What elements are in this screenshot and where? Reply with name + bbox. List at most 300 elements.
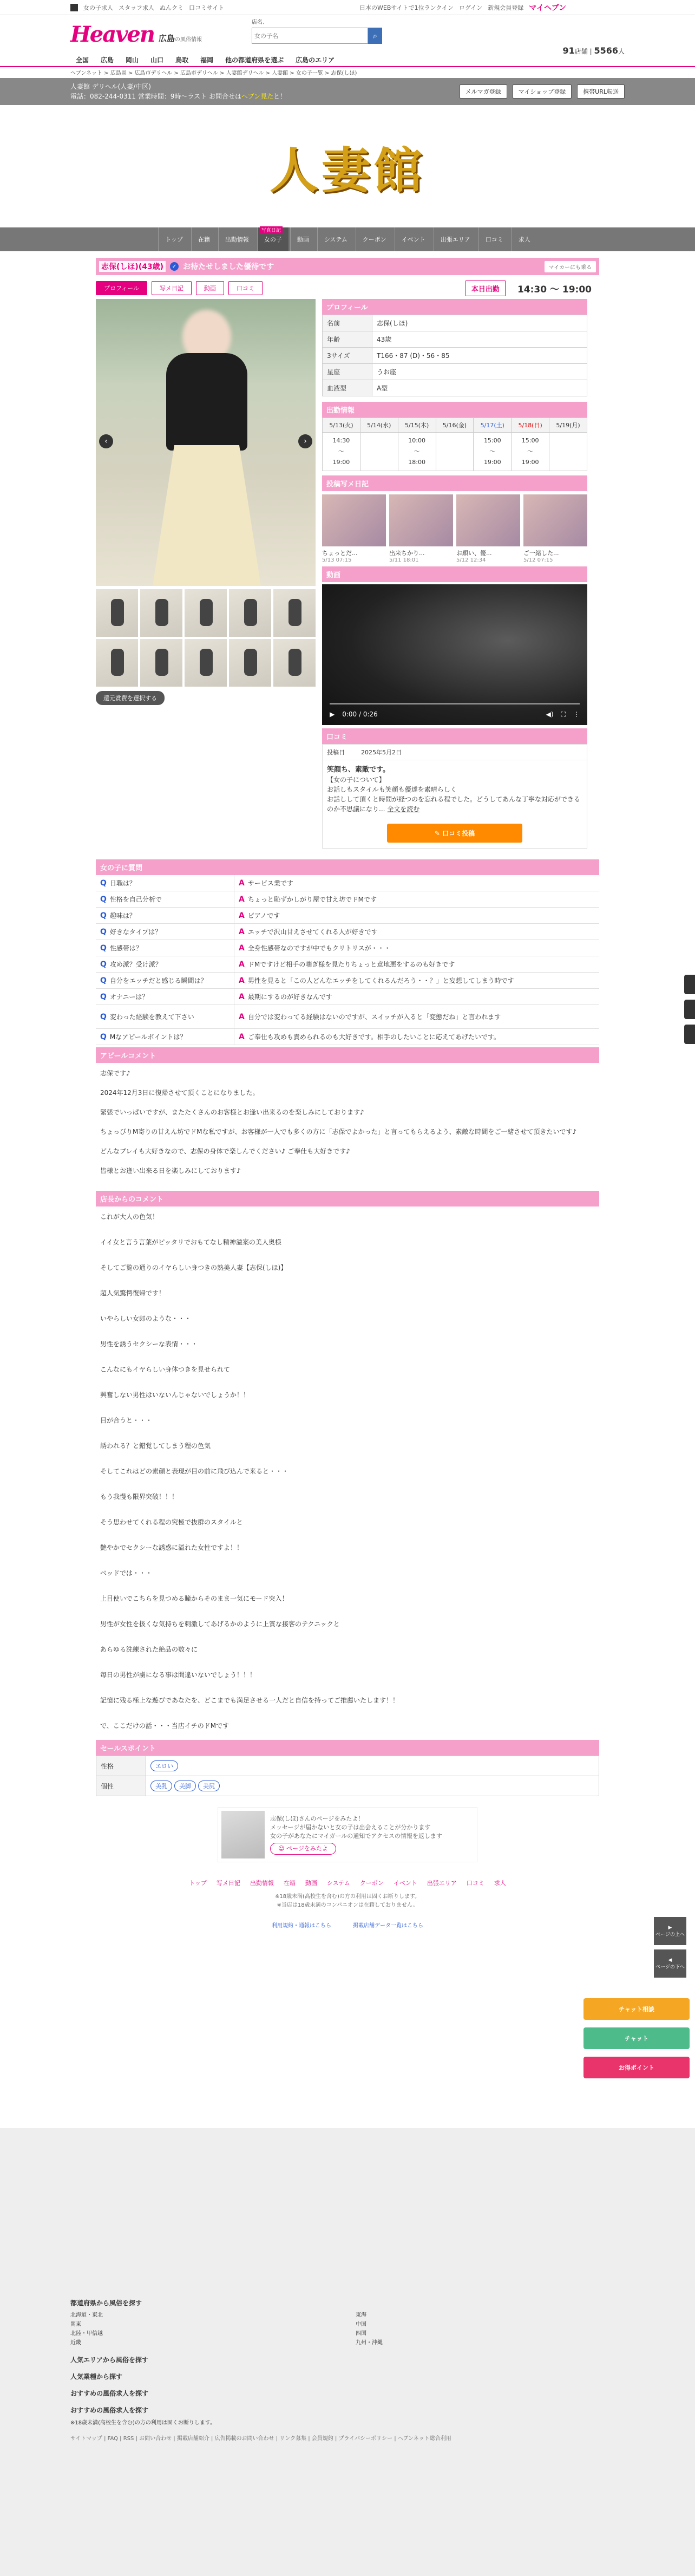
- video-time: 0:00 / 0:26: [342, 710, 378, 718]
- gnav-other-pref[interactable]: 他の都道府県を選ぶ: [225, 56, 284, 64]
- qa-question: 好きなタイプは？: [109, 928, 162, 936]
- appeal-text: 2024年12月3日に復帰させて頂くことになりました。: [100, 1089, 259, 1097]
- grid-icon[interactable]: [70, 4, 78, 11]
- main-photo[interactable]: [96, 299, 316, 586]
- area-sub: の風俗情報: [174, 36, 202, 43]
- next-arrow-icon[interactable]: ›: [298, 434, 312, 448]
- appeal-text: どんなプレイも大好きなので、志保の身体で楽しんでください♪ ご奉仕も大好きです♪: [100, 1147, 350, 1155]
- gnav-fukuoka[interactable]: 福岡: [200, 56, 214, 64]
- gnav-zenkoku[interactable]: 全国: [76, 56, 89, 64]
- snav-zaiseki[interactable]: 在籍: [191, 227, 217, 251]
- slot-sep: 〜: [414, 448, 420, 455]
- side-icon[interactable]: [684, 975, 695, 994]
- slot-start: 15:00: [483, 437, 501, 444]
- table-row: [323, 331, 587, 348]
- staff-text: 上目使いでこちらを見つめる瞳からそのまま一気にモード突入！: [100, 1595, 289, 1602]
- kuchikomi-body2: [327, 794, 582, 814]
- staff-text: こんなにもイヤらしい身体つきを見せられて: [100, 1366, 231, 1373]
- appeal-text: ちょっぴりM寄りの甘えん坊でドMな私ですが、お客様が一人でも多くの方に「志保でよかった」と言ってもらえるよう、素敵な時間をご一緒させて頂きたいです♪: [100, 1128, 577, 1136]
- kuchikomi-sub: 【女の子について】: [327, 776, 385, 784]
- qa-row: Q 自分をエッチだと感じる瞬間は？ A 男性を見ると「この人どんなエッチをしてくれるんだろう・・？」と妄想してしまう時です: [96, 973, 599, 989]
- search-button[interactable]: [368, 28, 382, 44]
- slot-sep: 〜: [338, 448, 344, 455]
- footnote-1: ※18歳未満(高校生を含む)の方の利用は固くお断りします。: [274, 1894, 421, 1900]
- staff-text: ベッドでは・・・: [100, 1569, 153, 1577]
- shop-count: 91: [562, 45, 575, 56]
- diary-title: 出来ちかり...: [389, 550, 425, 557]
- appeal-header: アピールコメント: [96, 1047, 599, 1063]
- snav-girls[interactable]: [257, 227, 289, 251]
- footer-heading: 都道府県から風俗を探す: [70, 2299, 142, 2307]
- diary-title: お願い、優...: [456, 550, 492, 557]
- appeal-section: [96, 1047, 599, 1191]
- tokuten-button[interactable]: お得ポイント: [583, 2057, 690, 2078]
- mita-button[interactable]: ☺ ページをみたよ: [270, 1843, 336, 1855]
- schedule-slot: [512, 433, 549, 471]
- kuchikomi-body: お話しもスタイルも笑顔も優達を素晴らしく: [327, 786, 457, 793]
- footnav-link[interactable]: システム: [326, 1880, 350, 1887]
- qa-question: Mなアピールポイントは？: [109, 1033, 187, 1041]
- site-header: [0, 15, 695, 56]
- schedule-day: 5/15(木): [398, 418, 436, 433]
- mita-sub: メッセージが届かないと女の子は出会えることが分かります: [270, 1824, 431, 1831]
- kuchikomi-date-label: 投稿日: [327, 749, 345, 756]
- mita-sub2: 女の子があなたにマイガールの通知でアクセスの情報を返します: [270, 1832, 442, 1840]
- diary-date: 5/12 12:34: [456, 557, 486, 563]
- footer-shop-nav: [96, 1879, 599, 1887]
- shop-phone-text: 電話：082-244-0311 営業時間：9時～ラスト: [70, 93, 207, 100]
- diary-image: [322, 494, 386, 546]
- side-icon[interactable]: [684, 1000, 695, 1019]
- link-kuchikomi-site[interactable]: 口コミサイト: [189, 4, 225, 11]
- gnav-tottori[interactable]: 鳥取: [175, 56, 189, 64]
- gnav-yamaguchi[interactable]: 山口: [150, 56, 164, 64]
- profile-key: 3サイズ: [323, 348, 372, 364]
- snav-badge: 写真日記: [260, 226, 283, 233]
- qa-row: Q 趣味は？ A ピアノです: [96, 908, 599, 924]
- shop-note: お問合せは: [208, 93, 241, 100]
- diary-date: 5/12 07:15: [523, 557, 553, 563]
- prev-arrow-icon[interactable]: ‹: [99, 434, 113, 448]
- kuchikomi-title: 笑顔ち、素敵です。: [327, 766, 390, 774]
- qa-question: 攻め派？受け派？: [109, 961, 162, 968]
- slot-end: 19:00: [483, 459, 501, 466]
- sales-section: [96, 1740, 599, 1796]
- qa-row: Q オナニーは？ A 最期にするのが好きなんです: [96, 989, 599, 1005]
- qa-header: 女の子に質問: [96, 859, 599, 875]
- kuchikomi-header: 口コミ: [322, 728, 587, 744]
- diary-card[interactable]: [523, 494, 587, 563]
- appeal-text: 皆様とお逢い出来る日を楽しみにしております♪: [100, 1167, 241, 1175]
- snav-area[interactable]: 出張エリア: [434, 227, 477, 251]
- heaven-logo[interactable]: Heaven: [70, 21, 154, 47]
- search-input[interactable]: [252, 28, 368, 44]
- staff-text: 艶やかでセクシーな誘惑に溢れた女性ですよ！！: [100, 1544, 244, 1551]
- tab-kuchikomi[interactable]: 口コミ: [228, 281, 263, 295]
- footer-links: [96, 1921, 599, 1929]
- region-link[interactable]: 北海道・東北: [70, 2312, 103, 2318]
- footnav-link[interactable]: 出勤情報: [250, 1880, 274, 1887]
- profile-key: 年齢: [323, 331, 372, 348]
- sales-key: 個性: [96, 1776, 146, 1796]
- diary-list: [322, 491, 587, 566]
- profile-value: うお座: [372, 364, 587, 380]
- slot-start: 10:00: [408, 437, 425, 444]
- tab-diary[interactable]: 写メ日記: [152, 281, 192, 295]
- girl-name-text: 志保(しほ): [101, 263, 139, 271]
- staff-text: いやらしい女郎のような・・・: [100, 1315, 192, 1322]
- side-icon[interactable]: [684, 1025, 695, 1044]
- slot-end: 19:00: [332, 459, 350, 466]
- region-link[interactable]: 四国: [356, 2331, 366, 2337]
- footnav-link[interactable]: 在籍: [283, 1880, 296, 1887]
- sales-tag[interactable]: 美尻: [198, 1781, 220, 1791]
- qa-answer: ピアノです: [247, 912, 280, 919]
- schedule-day: 5/17(土): [474, 418, 512, 433]
- site-footer: [0, 2128, 695, 2576]
- search-box: [252, 17, 382, 44]
- region-link[interactable]: 近畿: [70, 2340, 81, 2346]
- schedule-slot: [398, 433, 436, 471]
- tab-profile[interactable]: プロフィール: [96, 281, 147, 295]
- profile-table: [322, 315, 587, 396]
- girl-message: お待たせしました優待です: [183, 263, 274, 271]
- verified-icon: ✓: [170, 262, 179, 271]
- kuchikomi-body2-text: お話しして頂くと時間が経つのを忘れる程でした。どうしてあんな丁寧な対応ができるのか不思議になり...: [327, 795, 581, 813]
- footer-note-text: ※18歳未満(高校生を含む)の方の利用は固くお断りします。: [70, 2420, 216, 2426]
- shop-banner: [0, 105, 695, 227]
- staff-text: そしてご覧の通りのイヤらしい身つきの熟美人妻【志保(しほ)】: [100, 1264, 287, 1271]
- photo-body: [166, 353, 247, 451]
- shop-phone: [70, 92, 286, 101]
- read-more-link[interactable]: 全文を読む: [387, 805, 420, 813]
- shop-name: 人妻館 デリヘル(人妻/中区): [70, 83, 151, 90]
- footnav-link[interactable]: 動画: [305, 1880, 317, 1887]
- schedule-slot: [436, 433, 474, 471]
- profile-value: 43歳: [372, 331, 587, 348]
- gnav-okayama[interactable]: 岡山: [126, 56, 139, 64]
- qa-answer: 最期にするのが好きなんです: [247, 993, 332, 1001]
- page-scroll-buttons: [654, 1917, 686, 1978]
- profile-key: 星座: [323, 364, 372, 380]
- qa-question: 自分をエッチだと感じる瞬間は？: [109, 977, 207, 984]
- mita-button-label: ページをみたよ: [286, 1845, 328, 1852]
- mita-box: [218, 1807, 477, 1862]
- diary-header: 投稿写メ日記: [322, 475, 587, 491]
- qa-answer: 男性を見ると「この人どんなエッチをしてくれるんだろう・・？」と妄想してしまう時です: [247, 977, 514, 984]
- kuchikomi-box: [322, 744, 587, 849]
- profile-key: 名前: [323, 315, 372, 331]
- thumbnail[interactable]: [229, 639, 271, 687]
- schedule-slot: [549, 433, 587, 471]
- qa-row: Q 好きなタイプは？ A エッチで沢山甘えさせてくれる人が好きです: [96, 924, 599, 940]
- footnav-link[interactable]: 写メ日記: [216, 1880, 240, 1887]
- staff-header: 店長からのコメント: [96, 1191, 599, 1207]
- qa-answer: ご奉仕も攻めも責められるのも大好きです。相手のしたいことに応えてあげたいです。: [247, 1033, 500, 1041]
- main-content: [96, 258, 599, 1929]
- shop-note-tail: と！: [273, 93, 287, 100]
- profile-value: A型: [372, 380, 587, 396]
- qa-question: 趣味は？: [109, 912, 136, 919]
- girl-unit: 人: [618, 48, 625, 55]
- diary-card[interactable]: [322, 494, 386, 563]
- thumbnail[interactable]: [273, 589, 316, 637]
- footer-heading: おすすめの風俗求人を探す: [70, 2390, 149, 2397]
- staff-text: 毎日の男性が虜になる事は間違いないでしょう！！！: [100, 1671, 257, 1679]
- table-row: [96, 1756, 599, 1776]
- diary-date: 5/11 18:01: [389, 557, 419, 563]
- play-icon[interactable]: ▶: [330, 710, 335, 718]
- qa-answer: ちょっと恥ずかしがり屋で甘え坊でドMです: [247, 896, 377, 903]
- qa-question: 性感帯は？: [109, 944, 142, 952]
- info-column: [322, 299, 587, 849]
- staff-text: 興奮しない男性はいないんじゃないでしょうか！！: [100, 1391, 250, 1399]
- profile-key: 血液型: [323, 380, 372, 396]
- login-link[interactable]: ログイン: [458, 4, 483, 11]
- footnote-2: ※当店は18歳未満のコンパニオンは在籍しておりません。: [277, 1902, 418, 1908]
- sales-tag[interactable]: 美乳: [150, 1781, 172, 1791]
- tab-video[interactable]: 動画: [196, 281, 224, 295]
- link-girl-recruit[interactable]: 女の子求人: [83, 4, 113, 11]
- diary-image: [389, 494, 453, 546]
- footer-copy[interactable]: サイトマップ | FAQ | RSS | お問い合わせ | 掲載店舗紹介 | 広告掲載のお問い合わせ | リンク募集 | 会員規約 | プライバシーポリシー | ヘブンネット総合利用: [70, 2436, 451, 2442]
- mita-text: 志保(しほ)さんのページをみたよ！: [270, 1815, 364, 1822]
- snav-schedule[interactable]: 出勤情報: [218, 227, 255, 251]
- staff-text: そしてこれはどの素顔と表現が目の前に飛び込んで来ると・・・: [100, 1468, 289, 1475]
- cover-button[interactable]: マイカーにも乗る: [545, 261, 596, 272]
- staff-text: で、ここだけの話・・・当店イチのドMです: [100, 1722, 230, 1730]
- link-nunkumi[interactable]: ぬんクミ: [160, 4, 183, 11]
- qa-answer: 自分では変わってる経験はないのですが、スイッチが入ると「変態だね」と言われます: [247, 1013, 501, 1021]
- qa-row: Q 性感帯は？ A 全身性感帯なのですが中でもクリトリスが・・・: [96, 940, 599, 956]
- slot-end: 19:00: [521, 459, 539, 466]
- up-arrow-icon: ▶: [668, 1925, 672, 1931]
- kuchikomi-button-label: 口コミ投稿: [442, 830, 475, 837]
- slot-start: 15:00: [521, 437, 539, 444]
- photo-column: [96, 299, 316, 849]
- snav-coupon[interactable]: クーポン: [356, 227, 393, 251]
- qa-row: Q 変わった経験を教えて下さい A 自分では変わってる経験はないのですが、スイッチが入ると「変態だね」と言われます: [96, 1005, 599, 1029]
- footnav-link[interactable]: トップ: [189, 1880, 207, 1887]
- footnav-link[interactable]: 口コミ: [466, 1880, 484, 1887]
- diary-date: 5/13 07:15: [322, 557, 352, 563]
- float-buttons: [583, 1998, 690, 2078]
- qa-question: 日職は？: [109, 879, 136, 887]
- diary-image: [523, 494, 587, 546]
- appeal-text: 志保です♪: [100, 1069, 130, 1077]
- chat-button[interactable]: チャット: [583, 2027, 690, 2049]
- qa-answer: 全身性感帯なのですが中でもクリトリスが・・・: [247, 944, 391, 952]
- area-name: 広島: [158, 33, 175, 43]
- sales-tag[interactable]: 美脚: [174, 1781, 196, 1791]
- profile-header: プロフィール: [322, 299, 587, 315]
- qa-row: Q 性格を自己分析で A ちょっと恥ずかしがり屋で甘え坊でドMです: [96, 891, 599, 908]
- profile-value: 志保(しほ): [372, 315, 587, 331]
- region-link[interactable]: 中国: [356, 2321, 366, 2327]
- girl-age: (43歳): [138, 263, 164, 271]
- appeal-text: 緊張でいっぱいですが、またたくさんのお客様とお逢い出来るのを楽しみにしております♪: [100, 1108, 364, 1116]
- shop-note-hi: ヘブン見た: [241, 93, 274, 100]
- kuchikomi-post-button[interactable]: ✎ 口コミ投稿: [387, 824, 522, 843]
- gnav-area[interactable]: 広島のエリア: [296, 56, 335, 64]
- diary-title: ご一緒した...: [523, 550, 559, 557]
- footer-note: [96, 1893, 599, 1910]
- video-player[interactable]: [322, 584, 587, 725]
- schedule-day: 5/18(日): [512, 418, 549, 433]
- girl-count: 5566: [594, 45, 618, 56]
- footer-heading: 人気業種から探す: [70, 2373, 123, 2381]
- staff-text: もう我慢も限界突破！！！: [100, 1493, 179, 1501]
- thumbnail[interactable]: [273, 639, 316, 687]
- staff-text: 目が合うと・・・: [100, 1417, 153, 1424]
- snav-system[interactable]: システム: [317, 227, 354, 251]
- girl-header: [96, 258, 599, 275]
- breadcrumb[interactable]: ヘブンネット > 広島県 > 広島市デリヘル > 広島市デリヘル > 人妻館デリヘル > 人妻館 > 女の子一覧 > 志保(しほ): [70, 70, 357, 76]
- thumbnail[interactable]: [185, 589, 227, 637]
- staff-text: これが大人の色気！: [100, 1213, 159, 1221]
- qa-question: 性格を自己分析で: [109, 896, 162, 903]
- snav-kuchikomi[interactable]: 口コミ: [478, 227, 510, 251]
- slot-sep: 〜: [489, 448, 496, 455]
- page-up-button[interactable]: [654, 1917, 686, 1945]
- kuchikomi-date: 2025年5月2日: [361, 749, 402, 756]
- link-staff-recruit[interactable]: スタッフ求人: [119, 4, 154, 11]
- slot-sep: 〜: [527, 448, 534, 455]
- qa-row: Q 攻め派？受け派？ A ドMですけど相手の喘ぎ様を見たりちょっと意地悪をするのも好きです: [96, 956, 599, 973]
- page-down-button[interactable]: [654, 1949, 686, 1978]
- footnav-link[interactable]: 求人: [494, 1880, 506, 1887]
- thumbnail[interactable]: [96, 639, 138, 687]
- fullscreen-icon[interactable]: ⛶: [561, 710, 566, 718]
- qa-answer: ドMですけど相手の喘ぎ様を見たりちょっと意地悪をするのも好きです: [247, 961, 455, 968]
- diary-title: ちょっとだ...: [322, 550, 358, 557]
- table-row: [323, 364, 587, 380]
- terms-link[interactable]: 利用規約・通報はこちら: [272, 1923, 331, 1929]
- sales-key: 性格: [96, 1756, 146, 1776]
- profile-value: T166・87 (D)・56・85: [372, 348, 587, 364]
- snav-top[interactable]: トップ: [158, 227, 189, 251]
- table-row: [323, 348, 587, 364]
- shop-data-link[interactable]: 掲載店舗データ一覧はこちら: [353, 1923, 423, 1929]
- schedule-day: 5/14(水): [360, 418, 398, 433]
- slot-end: 18:00: [408, 459, 425, 466]
- staff-text: イイ女と言う言葉がピッタリでおもてなし精神溢案の美人奥様: [100, 1238, 281, 1246]
- staff-text: 男性が女性を扱くな気持ちを刺激してあげるかのように上質な接客のテクニックと: [100, 1620, 340, 1628]
- profile-tabs: [96, 281, 599, 296]
- staff-text: 記憶に残る極上な遊びであなたを、どこまでも満足させる一人だと自信を持ってご推薦いたします！！: [100, 1697, 399, 1704]
- region-link[interactable]: 関東: [70, 2321, 81, 2327]
- table-row: [323, 315, 587, 331]
- slot-start: 14:30: [332, 437, 350, 444]
- area-title: [159, 32, 202, 44]
- staff-text: そう思わせてくれる程の究極で抜群のスタイルと: [100, 1518, 243, 1526]
- footer-heading: 人気エリアから風俗を探す: [70, 2356, 149, 2364]
- staff-text: 誘われる？と錯覚してしまう程の色気: [100, 1442, 211, 1450]
- gnav-hiroshima[interactable]: 広島: [101, 56, 114, 64]
- footnav-link[interactable]: 出張エリア: [427, 1880, 457, 1887]
- thumbnail[interactable]: [229, 589, 271, 637]
- schedule-day: 5/19(月): [549, 418, 587, 433]
- qa-question: オナニーは？: [109, 993, 149, 1001]
- chat-consult-button[interactable]: チャット相談: [583, 1998, 690, 2020]
- shop-unit: 店舗: [574, 48, 588, 55]
- qa-question: 変わった経験を教えて下さい: [109, 1013, 194, 1021]
- shop-logo[interactable]: 人妻館: [270, 142, 425, 199]
- today-badge: 本日出勤: [465, 281, 506, 296]
- region-link[interactable]: 九州・沖縄: [356, 2340, 383, 2346]
- mita-photo: [221, 1811, 265, 1858]
- side-icons: [684, 975, 695, 1044]
- register-link[interactable]: 新規会員登録: [488, 4, 524, 11]
- schedule-slot: [323, 433, 360, 471]
- table-row: [323, 380, 587, 396]
- page-up-label: ページの上へ: [655, 1932, 685, 1938]
- schedule-table: [322, 418, 587, 471]
- staff-section: [96, 1191, 599, 1740]
- mobile-url-button[interactable]: 携帯URL転送: [577, 84, 625, 99]
- schedule-day: 5/16(金): [436, 418, 474, 433]
- rank-text: 日本のWEBサイトで1位ランクイン: [359, 4, 454, 11]
- region-link[interactable]: 北陸・甲信越: [70, 2331, 103, 2337]
- thumbnail[interactable]: [185, 639, 227, 687]
- thumbnail[interactable]: [140, 589, 182, 637]
- shop-bar: [0, 78, 695, 105]
- region-link[interactable]: 東海: [356, 2312, 366, 2318]
- more-icon[interactable]: ⋮: [573, 710, 580, 718]
- sales-table: [96, 1756, 599, 1796]
- qa-row: Q 日職は？ A サービス業です: [96, 875, 599, 891]
- page-down-label: ページの下へ: [655, 1964, 685, 1970]
- qa-answer: サービス業です: [247, 879, 293, 887]
- search-icon: ⌕: [372, 31, 378, 41]
- schedule-header: 出勤情報: [322, 402, 587, 418]
- myheaven-link[interactable]: マイヘブン: [529, 3, 567, 12]
- diary-card[interactable]: [389, 494, 453, 563]
- diary-card[interactable]: [456, 494, 520, 563]
- snav-recruit[interactable]: 求人: [512, 227, 537, 251]
- table-row: [96, 1776, 599, 1796]
- snav-event[interactable]: イベント: [395, 227, 432, 251]
- girl-name: [99, 261, 166, 272]
- select-button[interactable]: 還元賞費を選択する: [96, 691, 165, 705]
- staff-text: 男性を誘うセクシーな表情・・・: [100, 1340, 198, 1348]
- search-label: 店名、: [252, 19, 268, 25]
- snav-girls-label: 女の子: [264, 236, 282, 243]
- snav-video[interactable]: 動画: [290, 227, 316, 251]
- mailmag-button[interactable]: メルマガ登録: [460, 84, 507, 99]
- myshop-button[interactable]: マイショップ登録: [513, 84, 572, 99]
- topbar: [0, 0, 695, 15]
- volume-icon[interactable]: ◀): [546, 710, 554, 718]
- footer-heading: おすすめの風俗求人を探す: [70, 2407, 149, 2414]
- staff-text: あらゆる洗練された絶品の数々に: [100, 1646, 198, 1653]
- thumbnail[interactable]: [96, 589, 138, 637]
- sales-tag[interactable]: エロい: [150, 1760, 178, 1771]
- video-header: 動画: [322, 566, 587, 582]
- down-arrow-icon: ◀: [668, 1957, 672, 1963]
- schedule-slot: [474, 433, 512, 471]
- schedule-day: 5/13(火): [323, 418, 360, 433]
- footnav-link[interactable]: クーポン: [359, 1880, 384, 1887]
- footnav-link[interactable]: イベント: [393, 1880, 417, 1887]
- sales-header: セールスポイント: [96, 1740, 599, 1756]
- thumbnail[interactable]: [140, 639, 182, 687]
- qa-section: [96, 859, 599, 1045]
- diary-image: [456, 494, 520, 546]
- shop-nav: [0, 227, 695, 251]
- shop-counter: 91店舗 | 5566人: [562, 45, 625, 56]
- qa-row: Q Mなアピールポイントは？ A ご奉仕も攻めも責められるのも大好きです。相手のしたいことに応えてあげたいです。: [96, 1029, 599, 1045]
